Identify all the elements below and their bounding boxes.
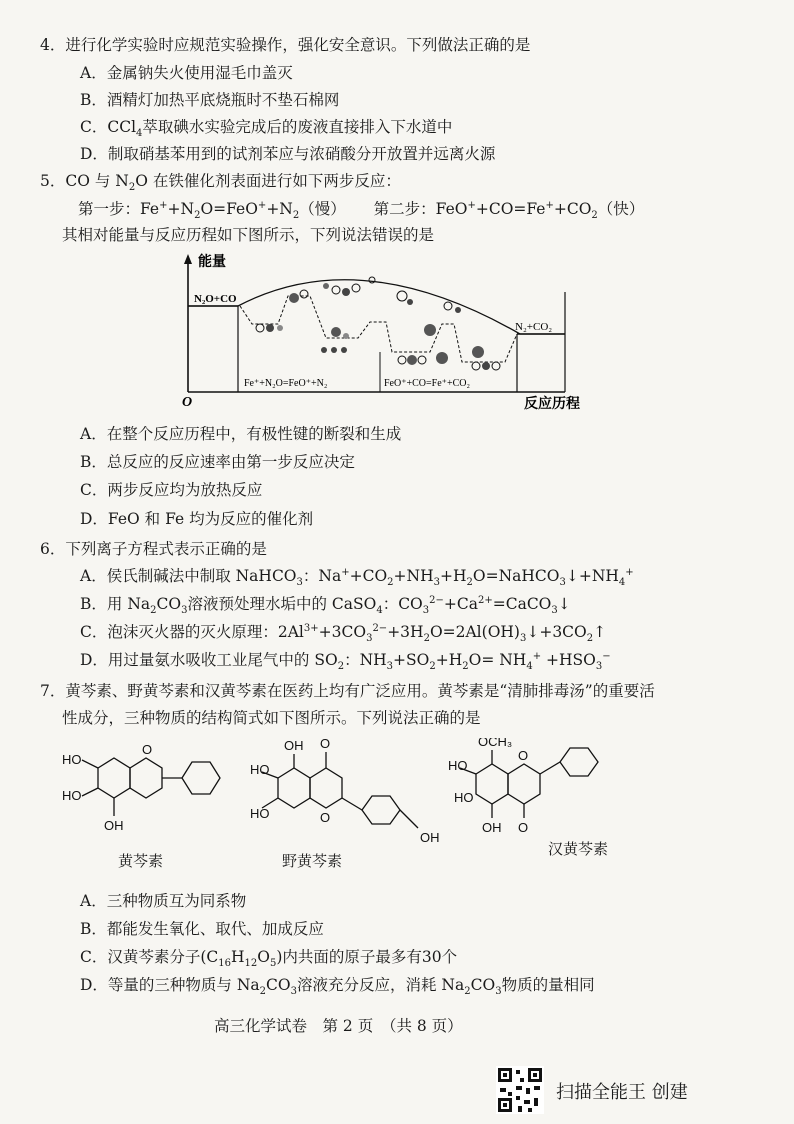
q5-option-d: D．FeO 和 Fe 均为反应的催化剂 (80, 510, 314, 528)
svg-text:O: O (320, 738, 331, 751)
q7-stem-line1: 7．黄芩素、野黄芩素和汉黄芩素在医药上均有广泛应用。黄芩素是“清肺排毒汤”的重要活 (40, 682, 655, 700)
svg-text:HO: HO (62, 788, 82, 803)
name-baicalein: 黄芩素 (118, 852, 164, 870)
q5-stem: 5．CO 与 $N_2O$ 在铁催化剂表面进行如下两步反应： (40, 172, 401, 194)
products-label: N₂+CO₂ (515, 321, 553, 333)
baicalein-structure (62, 742, 220, 833)
svg-text:HO: HO (454, 790, 474, 805)
step2-caption: FeO⁺+CO=Fe⁺+CO₂ (384, 378, 470, 389)
wogonin-structure (448, 738, 598, 835)
svg-text:O: O (320, 810, 331, 825)
q4-option-c: C．CCl$_4$萃取碘水实验完成后的废液直接排入下水道中 (80, 118, 453, 140)
q4-option-d: D．制取硝基苯用到的试剂苯应与浓硝酸分开放置并远离火源 (80, 145, 496, 163)
name-scutellarein: 野黄芩素 (282, 852, 343, 870)
energy-envelope-curve (188, 280, 565, 334)
structures-figure (58, 738, 718, 858)
y-axis-label: 能量 (198, 255, 226, 270)
q7-option-c: C．汉黄芩素分子$(C_{16}H_{12}O_5)$内共面的原子最多有30个 (80, 948, 458, 970)
scutellarein-structure (250, 738, 440, 845)
q7-option-b: B．都能发生氧化、取代、加成反应 (80, 920, 324, 938)
svg-text:OCH₃: OCH₃ (478, 738, 513, 749)
svg-text:HO: HO (250, 806, 270, 821)
svg-text:O: O (142, 742, 153, 757)
molecule-sketches (256, 277, 500, 370)
q4-stem: 4．进行化学实验时应规范实验操作，强化安全意识。下列做法正确的是 (40, 36, 531, 54)
svg-text:HO: HO (250, 762, 270, 777)
q7-option-d: D．等量的三种物质与 $Na_2CO_3$溶液充分反应，消耗 $Na_2CO_3$物质的量相同 (80, 976, 595, 998)
q7-option-a: A．三种物质互为同系物 (80, 892, 247, 910)
q4-option-b: B．酒精灯加热平底烧瓶时不垫石棉网 (80, 91, 340, 109)
q6-option-a: A．侯氏制碱法中制取 NaHCO$_3$：$Na^++CO_2+NH_3+H_2O=NaHCO_3↓+NH_4^+$ (80, 566, 634, 589)
x-axis-label: 反应历程 (524, 397, 580, 412)
scanner-watermark: 扫描全能王 创建 (556, 1082, 688, 1103)
svg-text:OH: OH (284, 738, 304, 753)
q5-steps: 第一步：$Fe^++N_2O=FeO^++N_2$（慢） 第二步：$FeO^++CO=Fe^++CO_2$（快） (78, 199, 645, 222)
energy-profile-diagram (160, 252, 590, 414)
reactants-label: N₂O+CO (194, 293, 237, 305)
q6-stem: 6．下列离子方程式表示正确的是 (40, 540, 267, 558)
q6-option-d: D．用过量氨水吸收工业尾气中的 $SO_2$：$NH_3+SO_2+H_2O= NH_4^+ +HSO_3^-$ (80, 650, 611, 673)
y-axis-arrow (184, 254, 192, 264)
q5-stem2: 其相对能量与反应历程如下图所示，下列说法错误的是 (62, 226, 435, 244)
name-wogonin: 汉黄芩素 (548, 840, 609, 858)
q6-option-c: C．泡沫灭火器的灭火原理：$2Al^{3+}+3CO_3^{2-}+3H_2O=2Al(OH)_3↓+3CO_2↑$ (80, 622, 607, 645)
q6-option-b: B．用 $Na_2CO_3$溶液预处理水垢中的 CaSO$_4$：$CO_3^{2-}+Ca^{2+}=CaCO_3↓$ (80, 594, 571, 617)
svg-text:O: O (518, 820, 529, 835)
q5-option-c: C．两步反应均为放热反应 (80, 481, 263, 499)
q4-option-a: A．金属钠失火使用湿毛巾盖灭 (80, 64, 293, 82)
q5-option-b: B．总反应的反应速率由第一步反应决定 (80, 453, 355, 471)
svg-text:OH: OH (482, 820, 502, 835)
q5-option-a: A．在整个反应历程中，有极性键的断裂和生成 (80, 425, 402, 443)
svg-text:OH: OH (104, 818, 124, 833)
svg-text:HO: HO (448, 758, 468, 773)
svg-text:OH: OH (420, 830, 440, 845)
origin-label: O (182, 395, 193, 410)
page-footer: 高三化学试卷 第 2 页 （共 8 页） (214, 1017, 463, 1035)
step1-caption: Fe⁺+N₂O=FeO⁺+N₂ (244, 378, 328, 389)
q7-stem-line2: 性成分，三种物质的结构简式如下图所示。下列说法正确的是 (62, 709, 481, 727)
svg-text:HO: HO (62, 752, 82, 767)
svg-text:O: O (518, 748, 529, 763)
qr-code-icon (496, 1066, 544, 1114)
